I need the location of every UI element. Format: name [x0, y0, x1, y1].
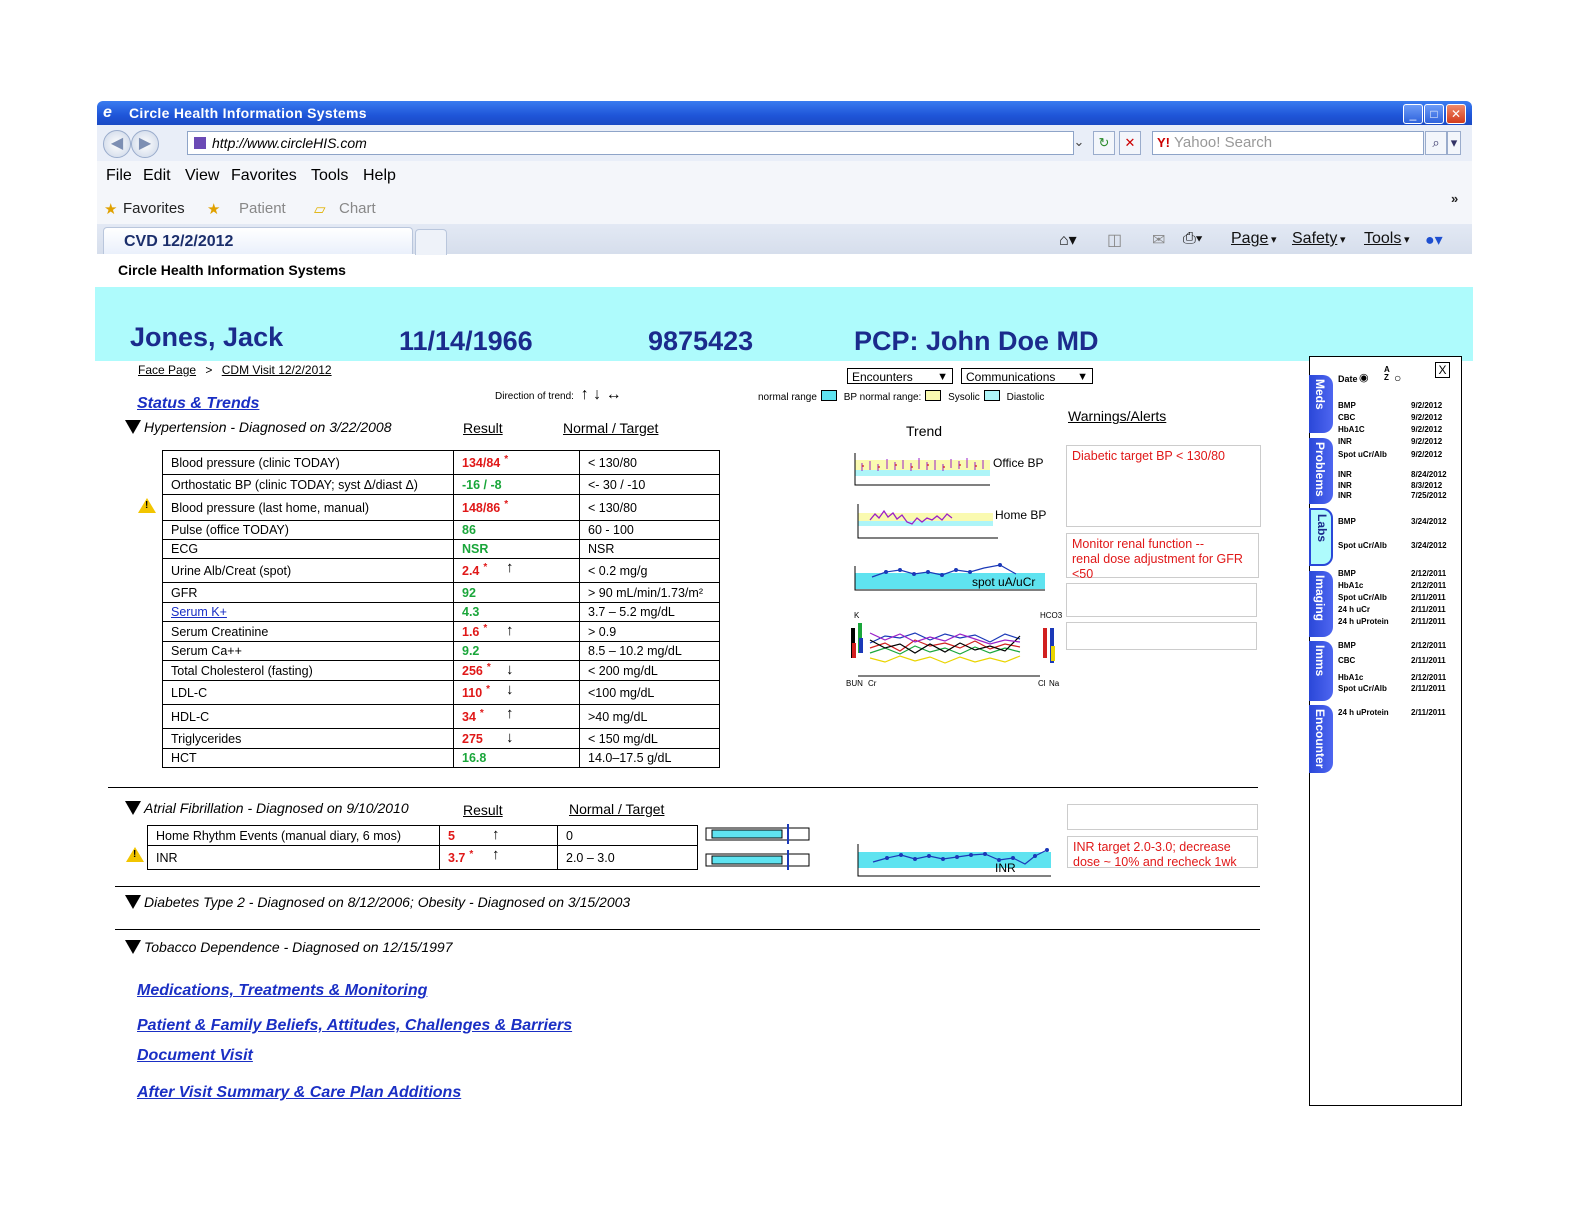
result-value: 4.3	[462, 605, 480, 619]
test-name: INR	[148, 846, 440, 870]
breadcrumb-visit[interactable]: CDM Visit 12/2/2012	[221, 363, 332, 377]
lab-history-name[interactable]: HbA1c	[1338, 581, 1364, 590]
result-cell	[454, 622, 580, 642]
tab-labs-label: Labs	[1315, 514, 1329, 543]
test-name: Triglycerides	[163, 729, 454, 749]
trend-arrow-icon: ↑	[506, 559, 514, 576]
test-name: ECG	[163, 540, 454, 559]
tobacco-title: Tobacco Dependence - Diagnosed on 12/15/1997	[144, 939, 453, 955]
tab-meds-label: Meds	[1313, 379, 1327, 410]
table-row	[163, 749, 720, 768]
address-text: http://www.circleHIS.com	[212, 135, 367, 151]
result-value: 148/86	[462, 501, 501, 516]
tab-imaging-label: Imaging	[1313, 575, 1327, 622]
tab-labs[interactable]	[1309, 508, 1333, 566]
home-bp-diastolic-band	[858, 521, 993, 526]
lab-history-date: 9/2/2012	[1411, 425, 1443, 434]
search-placeholder: Yahoo! Search	[1174, 134, 1273, 151]
sort-az-radio[interactable]: ○	[1394, 371, 1402, 385]
result-cell	[440, 826, 558, 846]
trend-arrow-icon: ↑	[506, 622, 514, 639]
lab-history-date: 2/11/2011	[1411, 593, 1446, 602]
inr-normal-band	[858, 852, 1051, 868]
tab-problems[interactable]	[1309, 438, 1333, 504]
result-value: 86	[462, 523, 476, 537]
hypertension-normal-header: Normal / Target	[563, 420, 659, 436]
page-menu-chevron-icon: ▾	[1271, 234, 1277, 246]
search-button[interactable]: ⌕	[1425, 131, 1447, 155]
beliefs-link[interactable]: Patient & Family Beliefs, Attitudes, Challenges & Barriers	[137, 1017, 573, 1034]
lab-history-name[interactable]: Spot uCr/Alb	[1338, 450, 1387, 459]
safety-menu-chevron-icon: ▾	[1340, 234, 1346, 246]
table-row	[163, 521, 720, 540]
normal-range: 0	[558, 826, 698, 846]
lab-history-name[interactable]: 24 h uCr	[1338, 605, 1371, 614]
tab-encounter-label: Encounter	[1313, 709, 1327, 769]
normal-range: < 130/80	[580, 451, 720, 475]
abnormal-flag: *	[469, 849, 474, 861]
result-value: 9.2	[462, 644, 480, 658]
maximize-button[interactable]: □	[1424, 104, 1444, 124]
test-name: Total Cholesterol (fasting)	[163, 661, 454, 681]
alert-bp-target: Diabetic target BP < 130/80	[1066, 445, 1261, 527]
help-icon[interactable]: ●▾	[1425, 232, 1443, 249]
tab-encounter[interactable]	[1309, 705, 1333, 773]
patient-dob: 11/14/1966	[399, 326, 533, 356]
close-window-button[interactable]: ✕	[1446, 104, 1466, 124]
collapse-triangle-icon[interactable]	[125, 895, 141, 909]
trend-arrow-icon: ↓	[506, 661, 514, 678]
favorites-button[interactable]: Favorites	[123, 200, 185, 217]
normal-range: <100 mg/dL	[580, 681, 720, 705]
test-name: Home Rhythm Events (manual diary, 6 mos)	[148, 826, 440, 846]
table-row	[163, 622, 720, 642]
warnings-header: Warnings/Alerts	[1068, 408, 1167, 424]
bun-label: BUN	[846, 679, 863, 688]
encounters-dropdown-label: Encounters	[852, 370, 913, 384]
test-name: Orthostatic BP (clinic TODAY; syst Δ/diast Δ)	[163, 475, 454, 495]
lab-history-name[interactable]: CBC	[1338, 413, 1356, 422]
favorites-star-icon: ★	[104, 201, 118, 218]
normal-range: < 200 mg/dL	[580, 661, 720, 681]
result-cell	[454, 749, 580, 768]
menu-help[interactable]: Help	[363, 167, 396, 184]
lab-history-name[interactable]: CBC	[1338, 656, 1356, 665]
hypertension-header[interactable]	[125, 419, 392, 435]
lab-history-name[interactable]: INR	[1338, 437, 1352, 446]
result-value: 110	[462, 686, 483, 701]
minimize-button[interactable]: _	[1403, 104, 1423, 124]
result-value: 3.7	[448, 851, 466, 866]
tab-problems-label: Problems	[1313, 442, 1327, 497]
tobacco-header[interactable]	[125, 939, 453, 955]
trend-arrow-icon: ↑	[492, 846, 500, 863]
inr-trend-label: INR	[995, 861, 1016, 875]
folder-icon: ▱	[314, 201, 326, 218]
hypertension-trend-charts	[846, 448, 1065, 693]
hco3-label: HCO3	[1040, 611, 1063, 620]
lab-history-name[interactable]: HbA1C	[1338, 425, 1365, 434]
normal-range: > 0.9	[580, 622, 720, 642]
search-options-icon[interactable]: ▾	[1447, 131, 1461, 155]
table-row	[163, 559, 720, 583]
chart-legend	[758, 390, 1044, 403]
status-trends-link[interactable]: Status & Trends	[137, 395, 260, 412]
document-visit-link[interactable]: Document Visit	[137, 1047, 253, 1064]
table-row	[163, 475, 720, 495]
hypertension-lab-table	[162, 450, 720, 768]
cl-bar	[1043, 628, 1047, 658]
medications-link[interactable]: Medications, Treatments & Monitoring	[137, 982, 428, 999]
table-row	[163, 661, 720, 681]
tab-cvd[interactable]: CVD 12/2/2012	[103, 227, 413, 254]
table-row	[163, 681, 720, 705]
legend-systolic: Sysolic	[948, 392, 980, 403]
cr-label: Cr	[868, 679, 877, 688]
trend-arrow-icon: ↑	[506, 705, 514, 722]
afib-normal-header: Normal / Target	[569, 801, 665, 817]
favorite-chart-link[interactable]: Chart	[339, 200, 376, 217]
lab-history-date: 2/11/2011	[1411, 605, 1446, 614]
result-cell	[454, 642, 580, 661]
trend-arrow-icon: ↓	[506, 729, 514, 746]
normal-range: < 130/80	[580, 495, 720, 521]
home-bp-label: Home BP	[995, 508, 1047, 522]
result-cell	[454, 681, 580, 705]
lab-history-date: 2/12/2011	[1411, 673, 1447, 682]
patient-banner	[95, 287, 1473, 361]
lab-history-date: 7/25/2012	[1411, 491, 1447, 500]
lab-history-date: 2/12/2011	[1411, 641, 1447, 650]
table-row	[163, 495, 720, 521]
office-bp-systolic-band	[855, 460, 990, 470]
test-name[interactable]: Serum K+	[163, 603, 454, 622]
cl-label: Cl	[1038, 679, 1046, 688]
address-bar[interactable]	[187, 131, 1074, 155]
result-cell	[454, 583, 580, 603]
test-name: LDL-C	[163, 681, 454, 705]
sort-date-label: Date	[1338, 374, 1358, 384]
lab-history-date: 8/24/2012	[1411, 470, 1447, 479]
diabetes-header[interactable]	[125, 894, 630, 910]
test-name: HDL-C	[163, 705, 454, 729]
sort-az-bottom: Z	[1384, 373, 1389, 382]
result-cell	[454, 661, 580, 681]
result-value: 5	[448, 828, 455, 843]
normal-range: <- 30 / -10	[580, 475, 720, 495]
abnormal-flag: *	[479, 708, 484, 720]
normal-range: 2.0 – 3.0	[558, 846, 698, 870]
inr-range-fill	[712, 856, 782, 864]
collapse-triangle-icon[interactable]	[125, 420, 141, 434]
result-value: 16.8	[462, 751, 487, 765]
normal-range: >40 mg/dL	[580, 705, 720, 729]
feeds-icon[interactable]: ◫	[1107, 232, 1123, 249]
afib-title: Atrial Fibrillation - Diagnosed on 9/10/2010	[144, 800, 409, 816]
abnormal-flag: *	[483, 623, 488, 635]
rhythm-range-fill	[712, 830, 782, 838]
hypertension-result-header: Result	[463, 420, 503, 436]
lab-history-date: 2/11/2011	[1411, 656, 1446, 665]
tab-imaging[interactable]	[1309, 571, 1333, 637]
lab-history-date: 2/11/2011	[1411, 684, 1446, 693]
afib-lab-table	[147, 825, 698, 870]
test-name: Pulse (office TODAY)	[163, 521, 454, 540]
table-row	[148, 826, 698, 846]
legend-diastolic-swatch	[984, 390, 1000, 401]
tab-imms[interactable]	[1309, 641, 1333, 701]
legend-diastolic: Diastolic	[1006, 392, 1045, 403]
lab-history-name[interactable]: INR	[1338, 491, 1352, 500]
communications-dropdown[interactable]	[961, 368, 1093, 384]
lab-history-date: 9/2/2012	[1411, 437, 1443, 446]
lab-history-date: 9/2/2012	[1411, 413, 1443, 422]
inr-trend-chart	[855, 842, 1055, 878]
table-row	[163, 540, 720, 559]
lab-history-name[interactable]: 24 h uProtein	[1338, 708, 1389, 717]
sort-az-label	[1384, 366, 1390, 382]
result-value: 92	[462, 585, 476, 600]
tab-bar	[97, 224, 1472, 254]
menu-tools[interactable]: Tools	[311, 167, 349, 184]
diabetes-title: Diabetes Type 2 - Diagnosed on 8/12/2006; Obesity - Diagnosed on 3/15/2003	[144, 894, 631, 910]
cr-range-bar	[859, 638, 863, 653]
patient-mrn: 9875423	[648, 326, 754, 356]
lab-history-name[interactable]: 24 h uProtein	[1338, 617, 1389, 626]
tab-meds[interactable]	[1309, 375, 1333, 433]
afib-result-header: Result	[463, 802, 503, 818]
test-name: Blood pressure (clinic TODAY)	[163, 451, 454, 475]
trend-direction-legend	[495, 386, 622, 404]
abnormal-flag: *	[483, 562, 488, 574]
table-row	[163, 642, 720, 661]
lab-history-name[interactable]: INR	[1338, 470, 1352, 479]
ie-logo-icon: e	[103, 104, 112, 121]
address-dropdown-icon[interactable]: ⌄	[1073, 134, 1085, 149]
normal-range: 14.0–17.5 g/dL	[580, 749, 720, 768]
office-bp-label: Office BP	[993, 456, 1044, 470]
table-row	[163, 603, 720, 622]
alert-empty-1	[1066, 583, 1257, 617]
lab-history-name[interactable]: HbA1c	[1338, 673, 1364, 682]
site-favicon	[194, 137, 206, 149]
legend-normal-range-swatch	[821, 390, 837, 401]
trend-header: Trend	[906, 423, 943, 439]
hypertension-title: Hypertension - Diagnosed on 3/22/2008	[144, 419, 392, 435]
afib-range-bars	[704, 822, 814, 872]
lab-history-name[interactable]: INR	[1338, 481, 1352, 490]
search-input[interactable]	[1152, 131, 1424, 155]
normal-range: > 90 mL/min/1.73/m²	[580, 583, 720, 603]
lab-history-name[interactable]: BMP	[1338, 401, 1356, 410]
test-name: HCT	[163, 749, 454, 768]
lab-history-date: 2/11/2011	[1411, 708, 1446, 717]
abnormal-flag: *	[486, 684, 491, 696]
refresh-button[interactable]: ↻	[1093, 131, 1115, 155]
safety-menu[interactable]: Safety	[1292, 230, 1338, 247]
result-cell	[454, 603, 580, 622]
test-name: Blood pressure (last home, manual)	[163, 495, 454, 521]
window-titlebar	[97, 101, 1472, 125]
breadcrumb-face-page[interactable]: Face Page	[138, 363, 197, 377]
abnormal-flag: *	[504, 454, 509, 466]
trend-arrow-icon: ↑	[492, 826, 500, 843]
close-panel-button[interactable]: X	[1435, 362, 1450, 378]
tools-menu[interactable]: Tools	[1364, 230, 1402, 247]
abnormal-flag: *	[504, 499, 509, 511]
lab-history-date: 9/2/2012	[1411, 401, 1443, 410]
menu-favorites[interactable]: Favorites	[231, 167, 297, 184]
communications-dropdown-label: Communications	[966, 370, 1056, 384]
result-cell	[454, 495, 580, 521]
yahoo-icon: Y!	[1157, 135, 1170, 150]
chevron-down-icon: ▼	[937, 371, 948, 383]
lab-history-name[interactable]: BMP	[1338, 641, 1356, 650]
menu-edit[interactable]: Edit	[143, 167, 171, 184]
result-value: 134/84	[462, 456, 501, 471]
result-cell	[454, 559, 580, 583]
na-range-bar	[1051, 646, 1055, 661]
result-cell	[454, 705, 580, 729]
print-icon[interactable]: ⎙▾	[1183, 230, 1203, 247]
lab-history-name[interactable]: Spot uCr/Alb	[1338, 541, 1387, 550]
home-icon[interactable]: ⌂▾	[1059, 232, 1077, 249]
result-cell	[454, 451, 580, 475]
legend-bp-normal-range: BP normal range:	[843, 392, 922, 403]
tab-imms-label: Imms	[1313, 645, 1327, 677]
add-favorite-icon: ★	[207, 201, 221, 218]
na-label: Na	[1049, 679, 1060, 688]
bmp-line-yellow	[870, 656, 1020, 663]
back-button[interactable]: ◀	[103, 130, 131, 158]
lab-history-date: 2/11/2011	[1411, 617, 1446, 626]
result-value: 275	[462, 731, 483, 746]
lab-history-date: 3/24/2012	[1411, 541, 1447, 550]
menu-file[interactable]: File	[106, 167, 132, 184]
test-name: Serum Creatinine	[163, 622, 454, 642]
after-visit-summary-link[interactable]: After Visit Summary & Care Plan Additions	[137, 1084, 462, 1101]
normal-range: 8.5 – 10.2 mg/dL	[580, 642, 720, 661]
table-row	[163, 583, 720, 603]
chevron-down-icon: ▼	[1077, 371, 1088, 383]
trend-arrow-icon: ↓	[506, 681, 514, 698]
collapse-triangle-icon[interactable]	[125, 801, 141, 815]
table-row	[163, 705, 720, 729]
lab-history-date: 8/3/2012	[1411, 481, 1443, 490]
lab-history-name[interactable]: BMP	[1338, 517, 1356, 526]
alert-empty-2	[1066, 622, 1257, 650]
alert-empty-3	[1067, 804, 1258, 830]
office-bp-diastolic-band	[855, 470, 990, 476]
window-title: Circle Health Information Systems	[129, 105, 367, 121]
table-row	[163, 451, 720, 475]
table-row	[163, 729, 720, 749]
lab-history-date: 3/24/2012	[1411, 517, 1447, 526]
trend-direction-label: Direction of trend:	[495, 391, 574, 402]
menu-bar	[97, 161, 1472, 191]
test-name: Urine Alb/Creat (spot)	[163, 559, 454, 583]
bun-range-bar	[852, 643, 856, 658]
favorite-patient-link[interactable]: Patient	[239, 200, 286, 217]
result-value: 256	[462, 664, 483, 679]
k-label: K	[854, 611, 860, 620]
lab-history-name[interactable]: Spot uCr/Alb	[1338, 593, 1387, 602]
page-title: Circle Health Information Systems	[118, 262, 346, 278]
alert-renal-function: Monitor renal function -- renal dose adjustment for GFR <50	[1066, 533, 1259, 578]
warning-triangle-icon	[126, 847, 144, 862]
stop-button[interactable]: ✕	[1119, 131, 1141, 155]
legend-systolic-swatch	[925, 390, 941, 401]
result-cell	[440, 846, 558, 870]
legend-normal-range: normal range	[758, 392, 817, 403]
result-value: NSR	[462, 542, 489, 556]
mail-icon[interactable]: ✉	[1152, 232, 1166, 249]
navigation-bar	[97, 125, 1472, 162]
result-value: 1.6	[462, 625, 480, 640]
result-cell	[454, 729, 580, 749]
lab-history-name[interactable]: BMP	[1338, 569, 1356, 578]
alert-inr: INR target 2.0-3.0; decrease dose ~ 10% and recheck 1wk	[1067, 836, 1258, 868]
table-row	[148, 846, 698, 870]
divider-diabetes	[115, 886, 1260, 887]
spot-label: spot uA/uCr	[972, 575, 1036, 589]
result-cell	[454, 521, 580, 540]
encounters-dropdown[interactable]	[847, 368, 953, 384]
normal-range: < 0.2 mg/g	[580, 559, 720, 583]
trend-direction-symbols: ↑ ↓ ↔	[580, 386, 622, 403]
sort-az-top: A	[1384, 365, 1390, 374]
patient-name: Jones, Jack	[130, 322, 284, 352]
test-name: Serum Ca++	[163, 642, 454, 661]
lab-history-name[interactable]: Spot uCr/Alb	[1338, 684, 1387, 693]
chevron-more-icon[interactable]: »	[1451, 191, 1459, 206]
breadcrumb	[138, 363, 332, 377]
normal-range: 3.7 – 5.2 mg/dL	[580, 603, 720, 622]
lab-history-date: 9/2/2012	[1411, 450, 1443, 459]
result-value: 2.4	[462, 564, 480, 579]
favorites-bar	[97, 191, 1472, 224]
menu-view[interactable]: View	[185, 167, 220, 184]
warning-triangle-icon	[138, 498, 156, 513]
result-value: 34	[462, 710, 476, 725]
page-menu[interactable]: Page	[1231, 230, 1269, 247]
forward-button[interactable]: ▶	[131, 130, 159, 158]
lab-history-date: 2/12/2011	[1411, 569, 1447, 578]
sort-date-radio[interactable]: ◉	[1359, 372, 1369, 384]
new-tab-button[interactable]	[415, 229, 447, 255]
breadcrumb-separator: >	[205, 363, 213, 377]
normal-range: NSR	[580, 540, 720, 559]
divider-tobacco	[115, 929, 1260, 930]
tools-menu-chevron-icon: ▾	[1404, 234, 1410, 246]
divider-afib	[108, 787, 1258, 788]
result-cell	[454, 475, 580, 495]
normal-range: 60 - 100	[580, 521, 720, 540]
lab-history-date: 2/12/2011	[1411, 581, 1447, 590]
normal-range: < 150 mg/dL	[580, 729, 720, 749]
afib-header[interactable]	[125, 800, 409, 816]
result-cell	[454, 540, 580, 559]
test-name: GFR	[163, 583, 454, 603]
collapse-triangle-icon[interactable]	[125, 940, 141, 954]
patient-pcp: PCP: John Doe MD	[854, 326, 1099, 356]
abnormal-flag: *	[486, 662, 491, 674]
result-value: -16 / -8	[462, 477, 502, 492]
